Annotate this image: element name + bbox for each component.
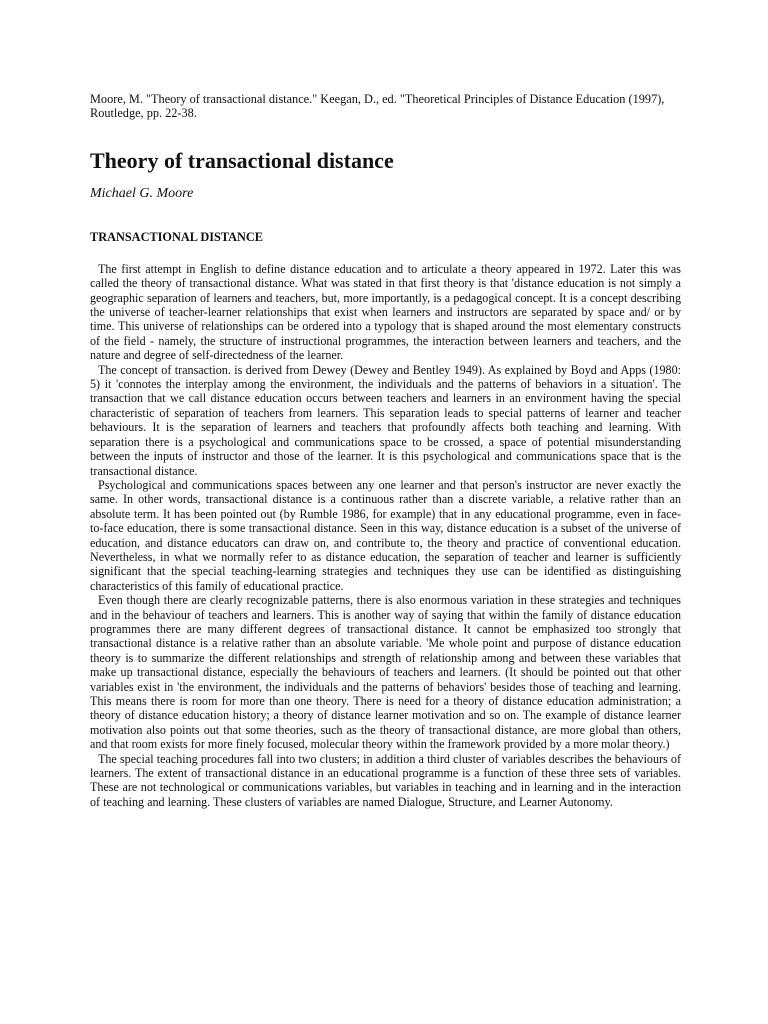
author: Michael G. Moore — [90, 185, 194, 201]
citation: Moore, M. "Theory of transactional distance." Keegan, D., ed. "Theoretical Principles of Distance Education (1997), Routledge, pp. 22-38. — [90, 92, 665, 121]
document-page — [90, 92, 681, 809]
section-heading: TRANSACTIONAL DISTANCE — [90, 229, 263, 244]
body-text — [90, 262, 681, 809]
page-title: Theory of transactional distance — [90, 147, 394, 173]
paragraph: The first attempt in English to define distance education and to articulate a theory appeared in 1972. Later this was called the theory of transactional distance. What was stated in that first theory is that 'distance education is not simply a geographic separation of learners and teachers, but, more importantly, is a pedagogical concept. It is a concept describing the universe of teacher-learner relationships that exist when learners and instructors are separated by space and/ or by time. This universe of relationships can be ordered into a typology that is shaped around the most elementary constructs of the field - namely, the structure of instructional programmes, the interaction between learners and teachers, and the nature and degree of self-directedness of the learner. — [90, 261, 681, 363]
paragraph: The special teaching procedures fall into two clusters; in addition a third cluster of variables describes the behaviours of learners. The extent of transactional distance in an educational programme is a function of these three sets of variables. These are not technological or communications variables, but variables in teaching and in learning and in the interaction of teaching and learning. These clusters of variables are named Dialogue, Structure, and Learner Autonomy. — [90, 751, 681, 809]
paragraph: Even though there are clearly recognizable patterns, there is also enormous variation in these strategies and techniques and in the behaviour of teachers and learners. This is another way of saying that within the family of distance education programmes there are many different degrees of transactional distance. It cannot be emphasized too strongly that transactional distance is a relative rather than an absolute variable. 'Me whole point and purpose of distance education theory is to summarize the different relationships and strength of relationship among and between these variables that make up transactional distance, especially the behaviours of teachers and learners. (It should be pointed out that other variables exist in 'the environment, the individuals and the patterns of behaviors' besides those of teaching and learning. This means there is room for more than one theory. There is need for a theory of distance education administration; a theory of distance education history; a theory of distance learner motivation and so on. The example of distance learner motivation also points out that some theories, such as the theory of transactional distance, are more global than others, and that room exists for more finely focused, molecular theory within the framework provided by a more molar theory.) — [90, 593, 681, 752]
paragraph: The concept of transaction. is derived from Dewey (Dewey and Bentley 1949). As explained by Boyd and Apps (1980: 5) it 'connotes the interplay among the environment, the individuals and the patterns of behaviors in a situation'. The transaction that we call distance education occurs between teachers and learners in an environment having the special characteristic of separation of teachers from learners. This separation leads to special patterns of learner and teacher behaviours. It is the separation of learners and teachers that profoundly affects both teaching and learning. With separation there is a psychological and communications space to be crossed, a space of potential misunderstanding between the inputs of instructor and those of the learner. It is this psychological and communications space that is the transactional distance. — [90, 362, 681, 478]
paragraph: Psychological and communications spaces between any one learner and that person's instructor are never exactly the same. In other words, transactional distance is a continuous rather than a discrete variable, a relative rather than an absolute term. It has been pointed out (by Rumble 1986, for example) that in any educational programme, even in face-to-face education, there is some transactional distance. Seen in this way, distance education is a subset of the universe of education, and distance educators can draw on, and contribute to, the theory and practice of conventional education. Nevertheless, in what we normally refer to as distance education, the separation of teacher and learner is sufficiently significant that the special teaching-learning strategies and techniques they use can be identified as distinguishing characteristics of this family of educational practice. — [90, 477, 681, 593]
